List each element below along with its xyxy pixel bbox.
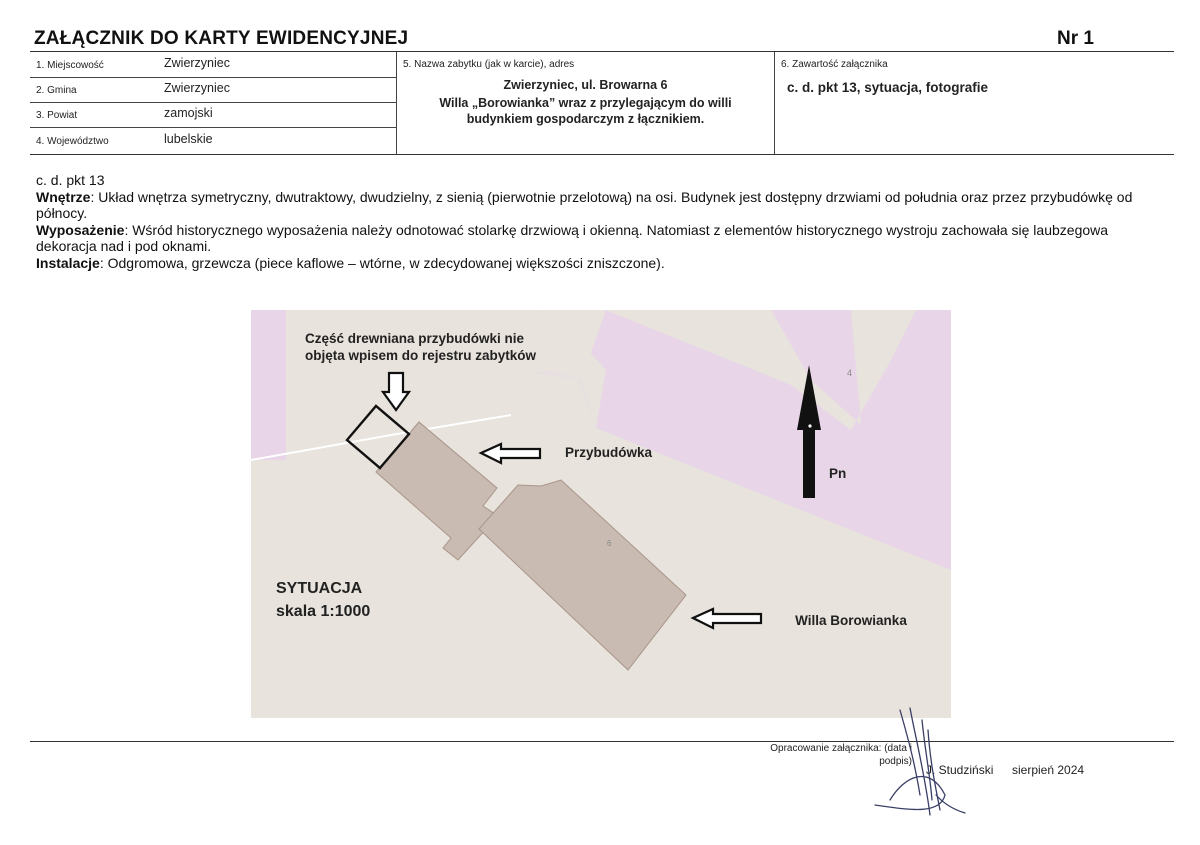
attachment-label: 6. Zawartość załącznika [781,59,888,70]
site-plan-drawing [251,310,951,718]
monument-column [397,52,775,154]
equipment-heading: Wyposażenie [36,221,125,238]
attachment-content: c. d. pkt 13, sytuacja, fotografie [787,80,989,95]
installations-heading: Instalacje [36,254,100,271]
equipment-text: : Wśród historycznego wyposażenia należy odnotować stolarkę drzwiową i okienną. Natomiast z elementów historycznego wystroju zachowała się laubzegowa dekoracja nad i pod oknami. [36,221,1109,254]
installations-text: : Odgromowa, grzewcza (piece kaflowe – wtórne, w zdecydowanej większości zniszczone). [99,254,665,271]
north-label: Pn [829,466,847,481]
location-label: 4. Województwo [36,136,109,147]
interior-text: : Układ wnętrza symetryczny, dwutraktowy, dwudzielny, z sienią (pierwotnie przelotową) na osi. Budynek jest dostępny drzwiami od południa oraz przez przybudówkę od północy. [36,188,1133,221]
annex-label: Przybudówka [565,445,653,460]
wooden-part-annotation: Część drewniana przybudówki nie objęta wpisem do rejestru zabytków [305,331,537,363]
monument-address: Zwierzyniec, ul. Browarna 6 [503,78,668,92]
map-scale: skala 1:1000 [276,603,371,620]
monument-name: Willa „Borowianka” wraz z przylegającym do willi budynkiem gospodarczym z łącznikiem. [439,96,732,126]
location-column [30,52,397,154]
building-number: 6 [607,539,612,548]
document-title: ZAŁĄCZNIK DO KARTY EWIDENCYJNEJ [34,28,409,49]
prepared-date: sierpień 2024 [1012,763,1085,777]
attachment-column [775,52,1174,154]
location-row-county [30,102,396,128]
monument-label: 5. Nazwa zabytku (jak w karcie), adres [403,59,575,70]
location-value: Zwierzyniec [164,56,230,70]
location-value: zamojski [164,106,213,120]
description-intro: c. d. pkt 13 [36,172,105,188]
location-label: 2. Gmina [36,85,77,96]
map-title: SYTUACJA [276,580,363,597]
parcel-number: 4 [847,368,853,378]
prepared-by-label: Opracowanie załącznika: (data i podpis) [770,743,912,767]
location-label: 3. Powiat [36,110,78,121]
location-row-voivodeship [30,128,396,153]
location-row-commune [30,77,396,103]
location-row-town [30,52,396,78]
description-installations [36,255,1171,272]
villa-label: Willa Borowianka [795,613,907,628]
signature-stroke [875,708,965,815]
bottom-rule [30,741,1174,742]
site-plan-map [251,310,951,718]
signature [870,705,970,825]
interior-heading: Wnętrze [36,188,91,205]
description [36,172,1171,271]
location-value: lubelskie [164,132,213,146]
info-table [30,52,1174,155]
location-label: 1. Miejscowość [36,60,104,71]
document-number: Nr 1 [1057,28,1094,49]
location-value: Zwierzyniec [164,81,230,95]
description-interior [36,189,1171,222]
description-equipment [36,222,1171,255]
author-name: J. Studziński [926,763,994,777]
north-arrow-dot [808,424,811,427]
